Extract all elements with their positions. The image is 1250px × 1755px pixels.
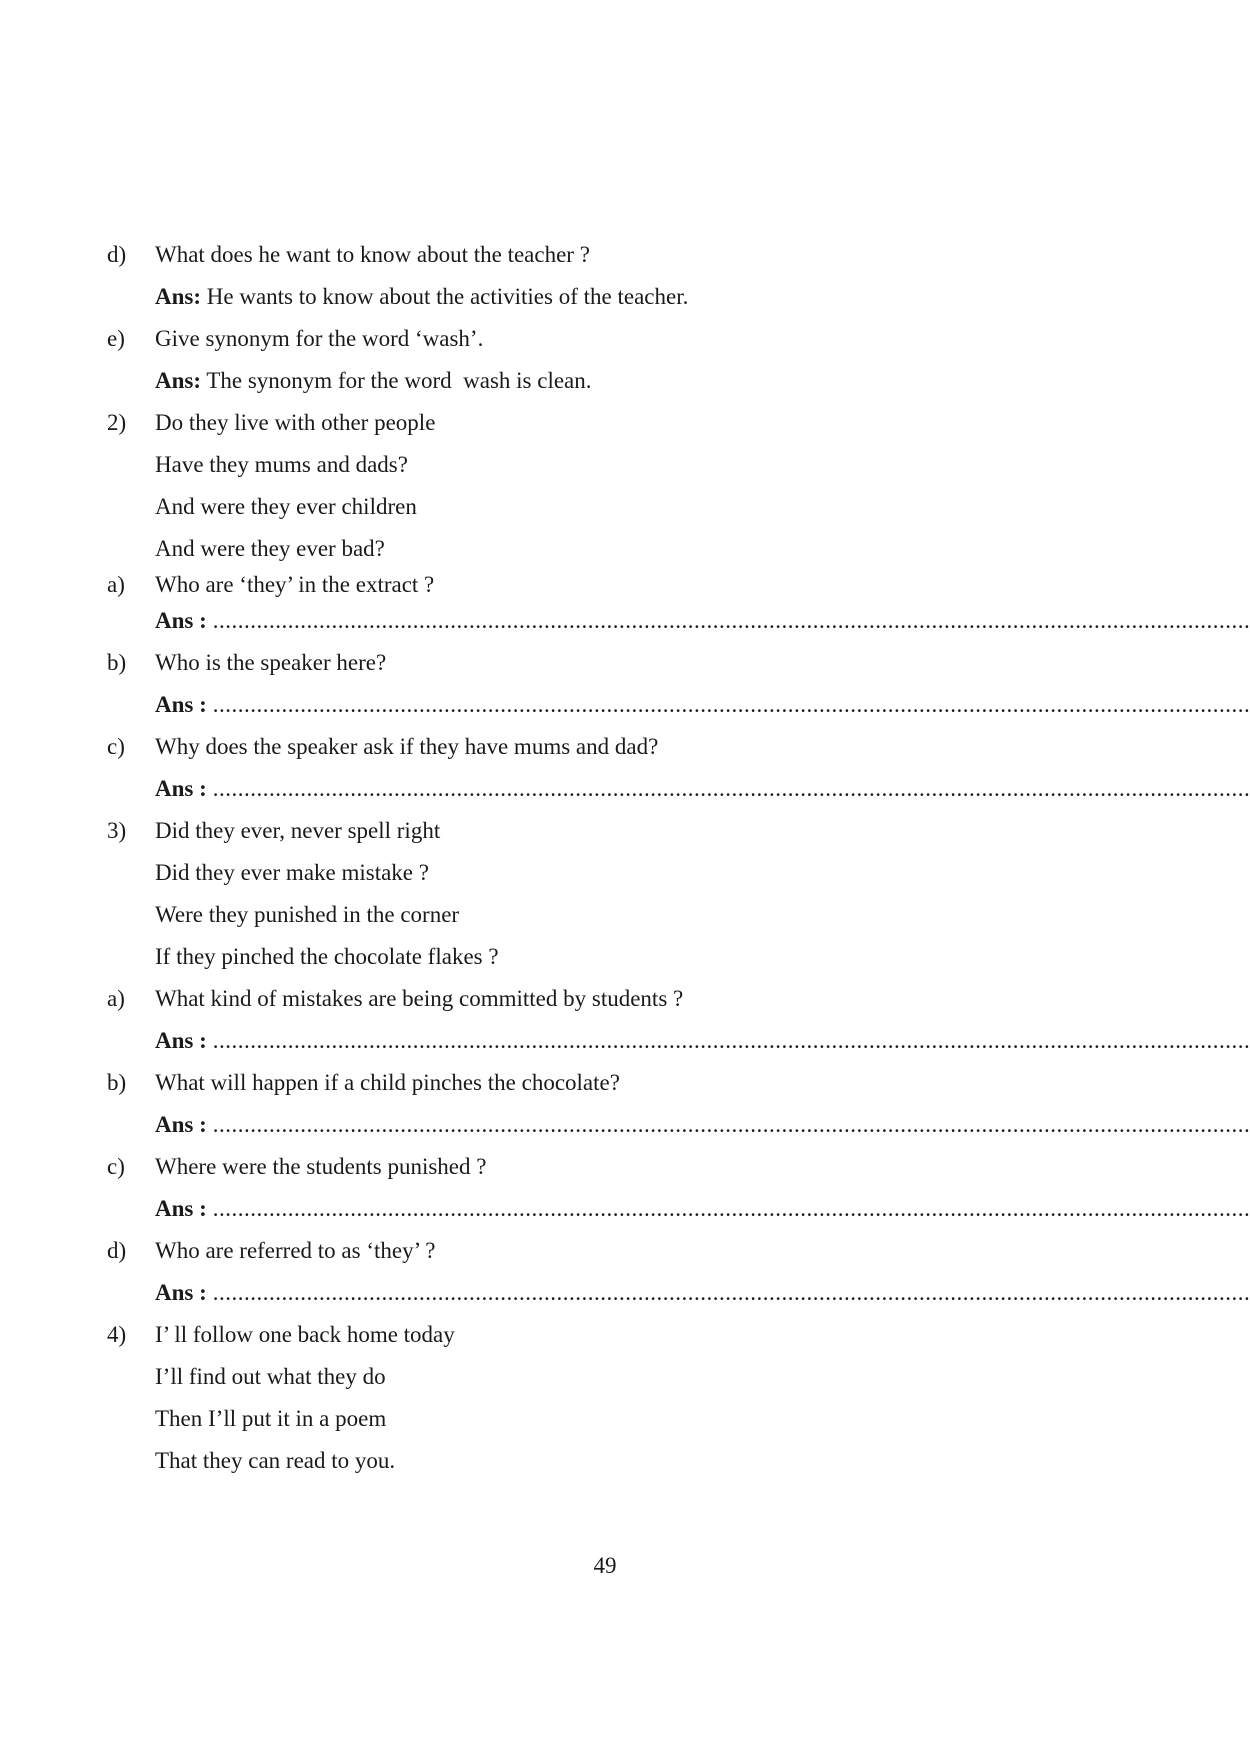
- question-text: What does he want to know about the teacher ?: [155, 242, 590, 267]
- answer-blank-row: [107, 684, 1250, 726]
- answer-blank-row: [107, 600, 1250, 642]
- question-row: [107, 402, 1082, 444]
- question-text: Where were the students punished ?: [155, 1154, 487, 1179]
- poem-line: [107, 444, 1082, 486]
- answer-blank-row: [107, 1272, 1250, 1314]
- answer-blank: [155, 684, 1250, 726]
- poem-line-text: If they pinched the chocolate flakes ?: [155, 944, 499, 969]
- question-label: 3): [107, 818, 127, 843]
- question-label: b): [107, 650, 127, 675]
- answer-prefix: Ans :: [155, 692, 207, 717]
- question-text: Why does the speaker ask if they have mums and dad?: [155, 734, 659, 759]
- answer-prefix: Ans:: [155, 284, 202, 309]
- poem-line: [107, 852, 1082, 894]
- poem-line-text: Did they ever make mistake ?: [155, 860, 429, 885]
- answer-text: He wants to know about the activities of the teacher.: [201, 284, 689, 309]
- question-label: 4): [107, 1322, 127, 1347]
- question-label: d): [107, 242, 127, 267]
- question-row: [107, 318, 1082, 360]
- question-row: [107, 1230, 1082, 1272]
- answer-blank-row: [107, 1188, 1250, 1230]
- question-text: What will happen if a child pinches the chocolate?: [155, 1070, 620, 1095]
- answer: [155, 360, 1082, 402]
- poem-line: [107, 1440, 1082, 1482]
- answer-prefix: Ans :: [155, 1280, 207, 1305]
- question-text: I’ ll follow one back home today: [155, 1322, 455, 1347]
- question-label: 2): [107, 410, 127, 435]
- answer-prefix: Ans :: [155, 608, 207, 633]
- answer-blank: [155, 1188, 1250, 1230]
- answer-prefix: Ans :: [155, 1196, 207, 1221]
- answer-blank-row: [107, 1020, 1250, 1062]
- question-text: Give synonym for the word ‘wash’.: [155, 326, 484, 351]
- question-text: Who are referred to as ‘they’ ?: [155, 1238, 436, 1263]
- question-row: [107, 642, 1082, 684]
- dotted-answer-line: ......................................................................................................................................................................: [212, 776, 1250, 801]
- answer: [155, 276, 1082, 318]
- question-row: [107, 1062, 1082, 1104]
- question-row: [107, 570, 1082, 600]
- question-row: [107, 810, 1082, 852]
- answer-prefix: Ans :: [155, 1028, 207, 1053]
- answer-prefix: Ans:: [155, 368, 202, 393]
- poem-line-text: Then I’ll put it in a poem: [155, 1406, 387, 1431]
- answer-blank: [155, 1020, 1250, 1062]
- poem-line-text: And were they ever children: [155, 494, 417, 519]
- answer-blank-row: [107, 768, 1250, 810]
- question-row: [107, 978, 1082, 1020]
- poem-line: [107, 528, 1082, 570]
- question-row: [107, 234, 1082, 276]
- question-label: c): [107, 1154, 125, 1179]
- poem-line: [107, 894, 1082, 936]
- question-label: a): [107, 572, 125, 597]
- poem-line-text: And were they ever bad?: [155, 536, 385, 561]
- dotted-answer-line: ......................................................................................................................................................................: [212, 1112, 1250, 1137]
- question-text: Did they ever, never spell right: [155, 818, 441, 843]
- question-text: What kind of mistakes are being committed by students ?: [155, 986, 684, 1011]
- poem-line: [107, 936, 1082, 978]
- answer-blank: [155, 1272, 1250, 1314]
- answer-blank: [155, 768, 1250, 810]
- poem-line: [107, 1356, 1082, 1398]
- question-label: c): [107, 734, 125, 759]
- question-row: [107, 1146, 1082, 1188]
- dotted-answer-line: ......................................................................................................................................................................: [212, 1280, 1250, 1305]
- question-text: Who are ‘they’ in the extract ?: [155, 572, 435, 597]
- answer-prefix: Ans :: [155, 1112, 207, 1137]
- answer-text: The synonym for the word wash is clean.: [201, 368, 592, 393]
- page-number: 49: [593, 1553, 617, 1578]
- poem-line-text: That they can read to you.: [155, 1448, 396, 1473]
- dotted-answer-line: ......................................................................................................................................................................: [212, 608, 1250, 633]
- answer-blank: [155, 1104, 1250, 1146]
- worksheet-content: [107, 234, 1250, 1482]
- poem-line-text: Were they punished in the corner: [155, 902, 460, 927]
- answer-blank: [155, 600, 1250, 642]
- question-label: d): [107, 1238, 127, 1263]
- dotted-answer-line: ......................................................................................................................................................................: [212, 1028, 1250, 1053]
- question-row: [107, 726, 1082, 768]
- answer-row: [107, 276, 1082, 318]
- question-text: Who is the speaker here?: [155, 650, 387, 675]
- answer-prefix: Ans :: [155, 776, 207, 801]
- question-label: b): [107, 1070, 127, 1095]
- poem-line: [107, 486, 1082, 528]
- question-label: e): [107, 326, 125, 351]
- poem-line-text: I’ll find out what they do: [155, 1364, 386, 1389]
- poem-line-text: Have they mums and dads?: [155, 452, 408, 477]
- question-text: Do they live with other people: [155, 410, 436, 435]
- dotted-answer-line: ......................................................................................................................................................................: [212, 692, 1250, 717]
- answer-row: [107, 360, 1082, 402]
- question-label: a): [107, 986, 125, 1011]
- answer-blank-row: [107, 1104, 1250, 1146]
- poem-line: [107, 1398, 1082, 1440]
- question-row: [107, 1314, 1082, 1356]
- dotted-answer-line: ......................................................................................................................................................................: [212, 1196, 1250, 1221]
